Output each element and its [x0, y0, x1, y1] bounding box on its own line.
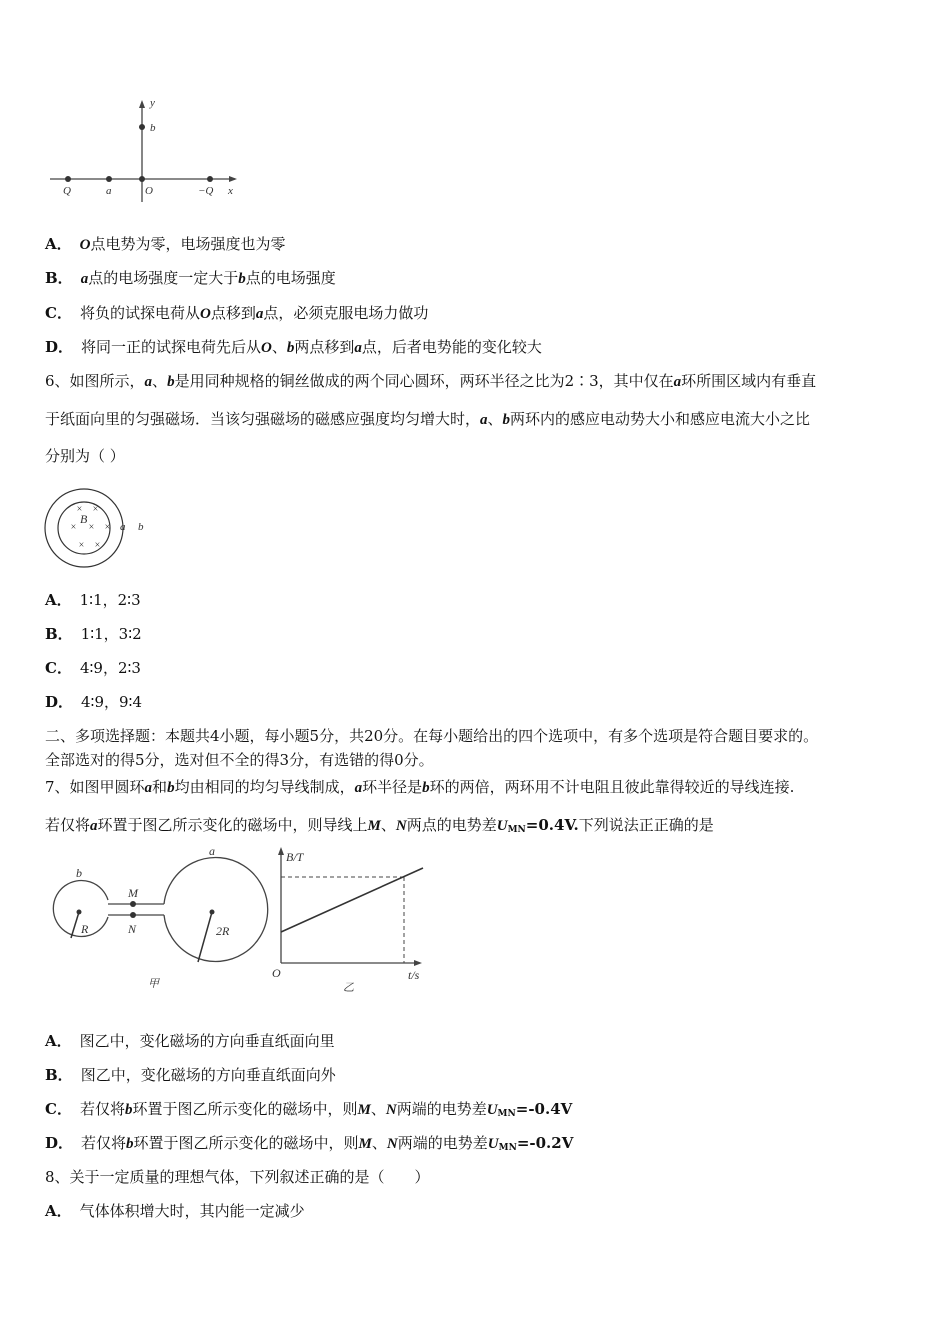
label-x: x	[228, 185, 233, 197]
caption-yi: 乙	[343, 982, 354, 994]
cross-mark: ×	[76, 504, 83, 515]
variable: a	[354, 780, 363, 796]
variable: U	[486, 1102, 498, 1118]
label-neg-q: −Q	[198, 185, 214, 197]
variable: O	[199, 306, 211, 322]
cross-mark: ×	[104, 522, 111, 533]
figure-jia-rings	[44, 845, 274, 995]
variable: b	[126, 1136, 134, 1152]
text-segment: 、	[380, 816, 396, 834]
text-segment: 6、如图所示，	[45, 372, 145, 390]
text-segment: 将负的试探电荷从	[79, 304, 200, 322]
section-2-heading	[45, 750, 434, 770]
caption-jia: 甲	[148, 978, 159, 990]
option-label: D．	[45, 338, 74, 356]
value-text: =0.4V.	[525, 816, 579, 834]
variable: N	[395, 818, 407, 834]
text-segment: 环置于图乙所示变化的磁场中，则导线上	[97, 816, 368, 834]
variable: M	[357, 1102, 371, 1118]
option-b	[45, 624, 142, 644]
option-c	[45, 1099, 572, 1124]
label-b-field: B	[80, 512, 88, 526]
text-segment: 、	[487, 410, 503, 428]
variable: M	[367, 818, 381, 834]
option-label: A．	[45, 1202, 72, 1220]
variable: b	[167, 780, 175, 796]
variable: a	[255, 306, 264, 322]
text-segment: 点移到	[210, 304, 256, 322]
text-segment: 环所围区域内有垂直	[681, 372, 817, 390]
value-text: =-0.4V	[515, 1100, 573, 1118]
label-ring-a: a	[120, 521, 126, 533]
text-segment: 点的电场强度一定大于	[88, 269, 239, 287]
figure-charge-axes	[45, 92, 255, 207]
figure-yi-graph	[268, 845, 443, 995]
text-segment: 是用同种规格的铜丝做成的两个同心圆环，两环半径之比为2∶3，其中仅在	[174, 372, 674, 390]
variable: M	[358, 1136, 372, 1152]
text-segment: 和	[152, 778, 168, 796]
option-a	[45, 1201, 305, 1221]
text-segment: 点，后者电势能的变化较大	[361, 338, 542, 356]
text-segment: 两点移到	[294, 338, 355, 356]
label-q: Q	[63, 185, 71, 197]
text-segment: 两点的电势差	[406, 816, 497, 834]
label-o: O	[145, 185, 153, 197]
label-ring-b: b	[76, 866, 82, 880]
option-label: C．	[45, 659, 72, 677]
label-2r: 2R	[216, 924, 230, 938]
option-label: B．	[45, 625, 73, 643]
text-segment: 环置于图乙所示变化的磁场中，则	[132, 1100, 358, 1118]
variable: a	[144, 374, 153, 390]
variable: b	[167, 374, 175, 390]
option-label: D．	[45, 1134, 74, 1152]
variable: a	[90, 818, 98, 834]
variable: N	[385, 1102, 397, 1118]
x-axis-label: t/s	[408, 968, 420, 982]
text-segment: 1∶1，2∶3	[79, 591, 141, 609]
question-6-line	[45, 371, 816, 392]
text-segment: 二、多项选择题：本题共4小题，每小题5分，共20分。在每小题给出的四个选项中，有多个选项是符合题目要求的。	[45, 727, 819, 745]
text-segment: 环置于图乙所示变化的磁场中，则	[133, 1134, 359, 1152]
text-segment: 7、如图甲圆环	[45, 778, 145, 796]
text-segment: 气体体积增大时，其内能一定减少	[79, 1202, 305, 1220]
text-segment: 环的两倍，两环用不计电阻且彼此靠得较近的导线连接.	[429, 778, 795, 796]
text-segment: 于纸面向里的匀强磁场．当该匀强磁场的磁感应强度均匀增大时，	[45, 410, 481, 428]
text-segment: 点的电场强度	[245, 269, 336, 287]
text-segment: 图乙中，变化磁场的方向垂直纸面向外	[80, 1066, 336, 1084]
text-segment: 若仅将	[81, 1134, 127, 1152]
figure-concentric-rings	[42, 482, 157, 577]
variable: a	[354, 340, 362, 356]
text-segment: 全部选对的得5分，选对但不全的得3分，有选错的得0分。	[45, 751, 434, 769]
option-label: A．	[45, 235, 72, 253]
question-6-line	[45, 446, 125, 466]
option-b	[45, 268, 336, 289]
option-b	[45, 1065, 336, 1085]
variable: b	[422, 780, 430, 796]
text-segment: 4∶9，2∶3	[79, 659, 141, 677]
variable: b	[124, 1102, 133, 1118]
cross-mark: ×	[94, 540, 101, 551]
variable: a	[144, 780, 153, 796]
text-segment: 8、关于一定质量的理想气体，下列叙述正确的是（ ）	[45, 1168, 430, 1186]
variable: U	[496, 818, 508, 834]
text-segment: 、	[271, 338, 287, 356]
option-a	[45, 1031, 335, 1051]
text-segment: 均由相同的均匀导线制成，	[174, 778, 355, 796]
option-label: A．	[45, 591, 72, 609]
option-a	[45, 234, 286, 255]
value-text: =-0.2V	[516, 1134, 574, 1152]
variable: U	[487, 1136, 499, 1152]
variable: N	[386, 1136, 398, 1152]
text-segment: 、	[152, 372, 168, 390]
text-segment: 分别为（ ）	[45, 447, 125, 465]
variable: b	[502, 412, 511, 428]
variable: O	[261, 340, 272, 356]
option-d	[45, 337, 542, 358]
question-7-line	[45, 815, 714, 840]
text-segment: 若仅将	[79, 1100, 125, 1118]
subscript: MN	[498, 1143, 517, 1153]
label-n: N	[128, 922, 137, 936]
label-b: b	[150, 122, 156, 134]
text-segment: 1∶1，3∶2	[80, 625, 142, 643]
text-segment: 点，必须克服电场力做功	[263, 304, 429, 322]
text-segment: 4∶9，9∶4	[81, 693, 142, 711]
label-ring-b: b	[138, 521, 144, 533]
label-r: R	[81, 922, 89, 936]
text-segment: 若仅将	[45, 816, 91, 834]
text-segment: 将同一正的试探电荷先后从	[81, 338, 262, 356]
option-d	[45, 692, 142, 712]
text-segment: 图乙中，变化磁场的方向垂直纸面向里	[79, 1032, 335, 1050]
variable: a	[80, 271, 89, 287]
label-a: a	[106, 185, 112, 197]
cross-mark: ×	[70, 522, 77, 533]
section-2-heading	[45, 726, 818, 746]
option-label: A．	[45, 1032, 72, 1050]
option-label: C．	[45, 1100, 72, 1118]
option-label: C．	[45, 304, 72, 322]
text-segment: 、	[371, 1134, 387, 1152]
text-segment: 两环内的感应电动势大小和感应电流大小之比	[510, 410, 811, 428]
option-label: B．	[45, 1066, 73, 1084]
question-8-line	[45, 1167, 430, 1187]
label-ring-a: a	[209, 845, 215, 858]
subscript: MN	[507, 825, 526, 835]
question-6-line	[45, 409, 810, 430]
question-7-line	[45, 777, 794, 798]
subscript: MN	[497, 1109, 516, 1119]
text-segment: 、	[370, 1100, 386, 1118]
label-m: M	[128, 886, 138, 900]
text-segment: 两端的电势差	[397, 1134, 488, 1152]
option-d	[45, 1133, 573, 1158]
text-segment: 两端的电势差	[396, 1100, 487, 1118]
variable: b	[286, 340, 295, 356]
cross-mark: ×	[78, 540, 85, 551]
variable: a	[480, 412, 488, 428]
label-y: y	[150, 97, 155, 109]
y-axis-label: B/T	[286, 850, 304, 864]
option-label: D．	[45, 693, 74, 711]
variable: O	[79, 237, 91, 253]
text-segment: 点电势为零，电场强度也为零	[90, 235, 286, 253]
cross-mark: ×	[88, 522, 95, 533]
cross-mark: ×	[92, 504, 99, 515]
option-c	[45, 658, 141, 678]
text-segment: 下列说法正正确的是	[578, 816, 714, 834]
option-c	[45, 303, 428, 324]
variable: b	[238, 271, 246, 287]
variable: a	[673, 374, 682, 390]
option-a	[45, 590, 141, 610]
option-label: B．	[45, 269, 73, 287]
text-segment: 环半径是	[362, 778, 423, 796]
origin-label: O	[272, 966, 281, 980]
